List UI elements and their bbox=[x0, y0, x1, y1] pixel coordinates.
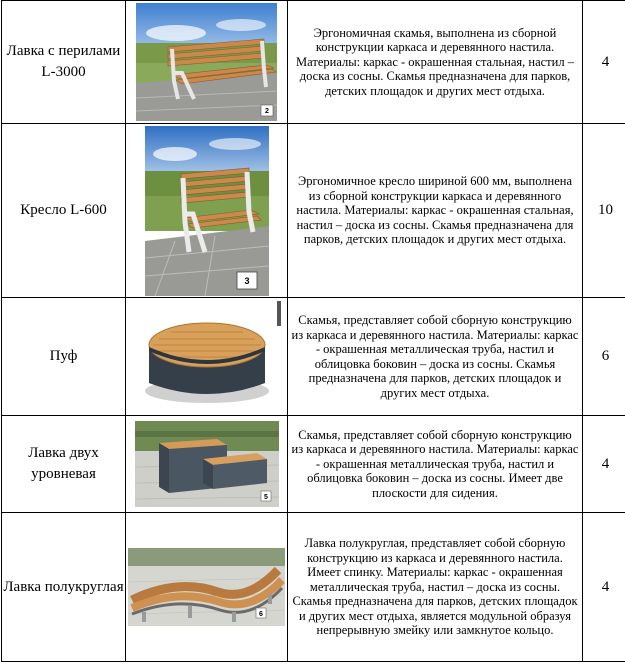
product-quantity: 4 bbox=[583, 416, 625, 513]
table-row bbox=[2, 298, 625, 416]
svg-text:5: 5 bbox=[263, 494, 268, 501]
product-quantity: 6 bbox=[583, 298, 625, 416]
products-table bbox=[1, 0, 625, 662]
table-row bbox=[2, 416, 625, 513]
product-description: Скамья, представляет собой сборную конструкцию из каркаса и деревянного настила. Материалы: каркас - окрашенная металлическая труба, настил и облицовка боковин – доска из сосны. Имеет две плоскости для сидения. bbox=[288, 416, 583, 513]
table-row bbox=[2, 124, 625, 298]
product-description: Скамья, представляет собой сборную конструкцию из каркаса и деревянного настила. Материалы: каркас - окрашенная металлическая труба, настил и облицовка боковин – доска из сосны. Скамья предназначена для парков, детских площадок и других мест отдыха. bbox=[288, 298, 583, 416]
table-row bbox=[2, 1, 625, 124]
armchair-image bbox=[145, 126, 269, 296]
svg-text:6: 6 bbox=[259, 611, 263, 618]
product-name: Лавка полукруглая bbox=[2, 513, 126, 662]
table-row bbox=[2, 513, 625, 662]
product-quantity: 4 bbox=[583, 1, 625, 124]
svg-text:3: 3 bbox=[243, 275, 250, 286]
semicircle-bench-image bbox=[128, 548, 285, 626]
product-description: Эргономичное кресло шириной 600 мм, выполнена из сборной конструкции каркаса и деревянного настила. Материалы: каркас - окрашенная стальная, настил – доска из сосны. Скамья предназначена для парков, детских площадок и других мест отдыха. bbox=[288, 124, 583, 298]
product-name: Пуф bbox=[2, 298, 126, 416]
product-name: Кресло L-600 bbox=[2, 124, 126, 298]
product-quantity: 10 bbox=[583, 124, 625, 298]
product-description: Эргономичная скамья, выполнена из сборной конструкции каркаса и деревянного настила. Материалы: каркас - окрашенная стальная, настил – доска из сосны. Скамья предназначена для парков, детских площадок и других мест отдыха. bbox=[288, 1, 583, 124]
svg-text:2: 2 bbox=[265, 108, 269, 115]
product-image-cell bbox=[126, 124, 288, 298]
product-image-cell bbox=[126, 1, 288, 124]
two-level-bench-image bbox=[135, 421, 279, 507]
product-image-cell bbox=[126, 416, 288, 513]
product-image-cell bbox=[126, 513, 288, 662]
product-description: Лавка полукруглая, представляет собой сборную конструкцию из каркаса и деревянного настила. Имеет спинку. Материалы: каркас - окрашенная металлическая труба, настил – доска из сосны. Скамья предназначена для парков, детских площадок и других мест отдыха, является модульной образуя непрерывную змейку или замкнутое кольцо. bbox=[288, 513, 583, 662]
pouf-image bbox=[129, 301, 284, 413]
bench-with-rails-image bbox=[136, 3, 277, 121]
product-image-cell bbox=[126, 298, 288, 416]
product-quantity: 4 bbox=[583, 513, 625, 662]
product-name: Лавка двух уровневая bbox=[2, 416, 126, 513]
product-name: Лавка с перилами L-3000 bbox=[2, 1, 126, 124]
